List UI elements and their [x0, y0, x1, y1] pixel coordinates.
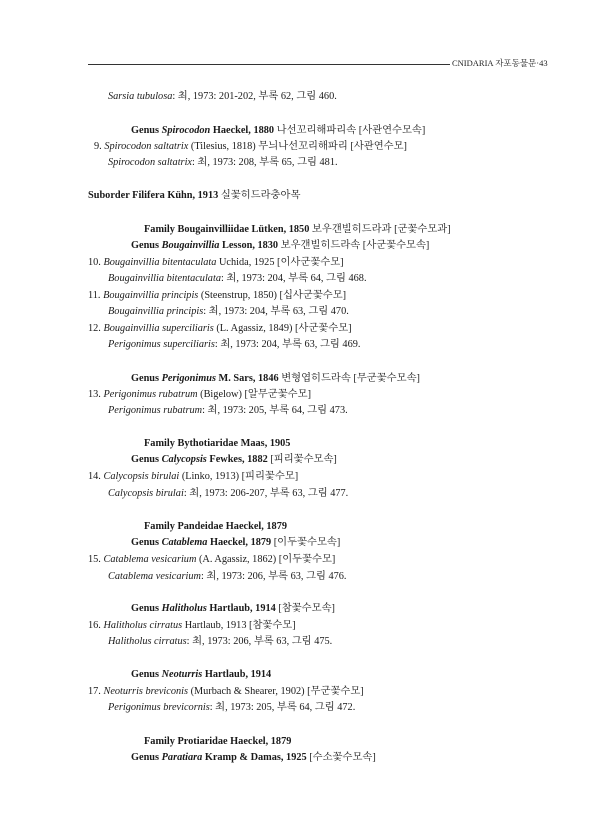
species-entry: 9. Spirocodon saltatrix (Tilesius, 1818) 무늬나선꼬리해파리 [사관연수모] — [94, 141, 407, 152]
species-entry: 16. Halitholus cirratus Hartlaub, 1913 [참꽃수모] — [88, 620, 296, 631]
genus-heading: Genus Halitholus Hartlaub, 1914 [참꽃수모속] — [131, 603, 335, 614]
synonym-entry: Perigonimus brevicornis: 최, 1973: 205, 부록 64, 그림 472. — [108, 702, 356, 713]
genus-heading: Genus Catablema Haeckel, 1879 [이두꽃수모속] — [131, 537, 341, 548]
genus-heading: Genus Perigonimus M. Sars, 1846 변형엽히드라속 [무군꽃수모속] — [131, 373, 420, 384]
synonym-entry: Bougainvillia bitentaculata: 최, 1973: 204, 부록 64, 그림 468. — [108, 273, 367, 284]
suborder-heading: Suborder Filifera Kühn, 1913 실꽃히드라충아목 — [88, 190, 301, 201]
synonym-entry: Catablema vesicarium: 최, 1973: 206, 부록 63, 그림 476. — [108, 571, 347, 582]
genus-heading: Genus Paratiara Kramp & Damas, 1925 [수소꽃수모속] — [131, 752, 376, 763]
species-entry: 17. Neoturris breviconis (Murbach & Shearer, 1902) [무군꽃수모] — [88, 686, 364, 697]
synonym-entry: Calycopsis birulai: 최, 1973: 206-207, 부록 63, 그림 477. — [108, 488, 349, 499]
synonym-entry: Spirocodon saltatrix: 최, 1973: 208, 부록 65, 그림 481. — [108, 157, 338, 168]
synonym-entry: Halitholus cirratus: 최, 1973: 206, 부록 63, 그림 475. — [108, 636, 333, 647]
genus-heading: Genus Calycopsis Fewkes, 1882 [피리꽃수모속] — [131, 454, 337, 465]
family-heading: Family Bythotiaridae Maas, 1905 — [144, 438, 291, 449]
running-header: CNIDARIA 자포동물문·43 — [452, 58, 548, 68]
synonym-entry: Perigonimus superciliaris: 최, 1973: 204, 부록 63, 그림 469. — [108, 339, 361, 350]
synonym-entry: Bougainvillia principis: 최, 1973: 204, 부록 63, 그림 470. — [108, 306, 349, 317]
synonym-entry: Sarsia tubulosa: 최, 1973: 201-202, 부록 62, 그림 460. — [108, 91, 337, 102]
family-heading: Family Pandeidae Haeckel, 1879 — [144, 521, 287, 532]
species-entry: 10. Bougainvillia bitentaculata Uchida, 1925 [이사군꽃수모] — [88, 257, 344, 268]
genus-heading: Genus Spirocodon Haeckel, 1880 나선꼬리해파리속 [사관연수모속] — [131, 125, 426, 136]
species-entry: 11. Bougainvillia principis (Steenstrup, 1850) [십사군꽃수모] — [88, 290, 347, 301]
genus-heading: Genus Neoturris Hartlaub, 1914 — [131, 669, 272, 680]
species-entry: 15. Catablema vesicarium (A. Agassiz, 1862) [이두꽃수모] — [88, 554, 336, 565]
header-rule — [88, 64, 450, 65]
genus-heading: Genus Bougainvillia Lesson, 1830 보우갠빌히드라속 [사군꽃수모속] — [131, 240, 430, 251]
species-entry: 14. Calycopsis birulai (Linko, 1913) [피리꽃수모] — [88, 471, 299, 482]
species-entry: 13. Perigonimus rubatrum (Bigelow) [알무군꽃수모] — [88, 389, 311, 400]
family-heading: Family Bougainvilliidae Lütken, 1850 보우갠빌히드라과 [군꽃수모과] — [144, 224, 451, 235]
species-entry: 12. Bougainvillia superciliaris (L. Agassiz, 1849) [사군꽃수모] — [88, 323, 352, 334]
synonym-entry: Perigonimus rubatrum: 최, 1973: 205, 부록 64, 그림 473. — [108, 405, 348, 416]
family-heading: Family Protiaridae Haeckel, 1879 — [144, 736, 292, 747]
